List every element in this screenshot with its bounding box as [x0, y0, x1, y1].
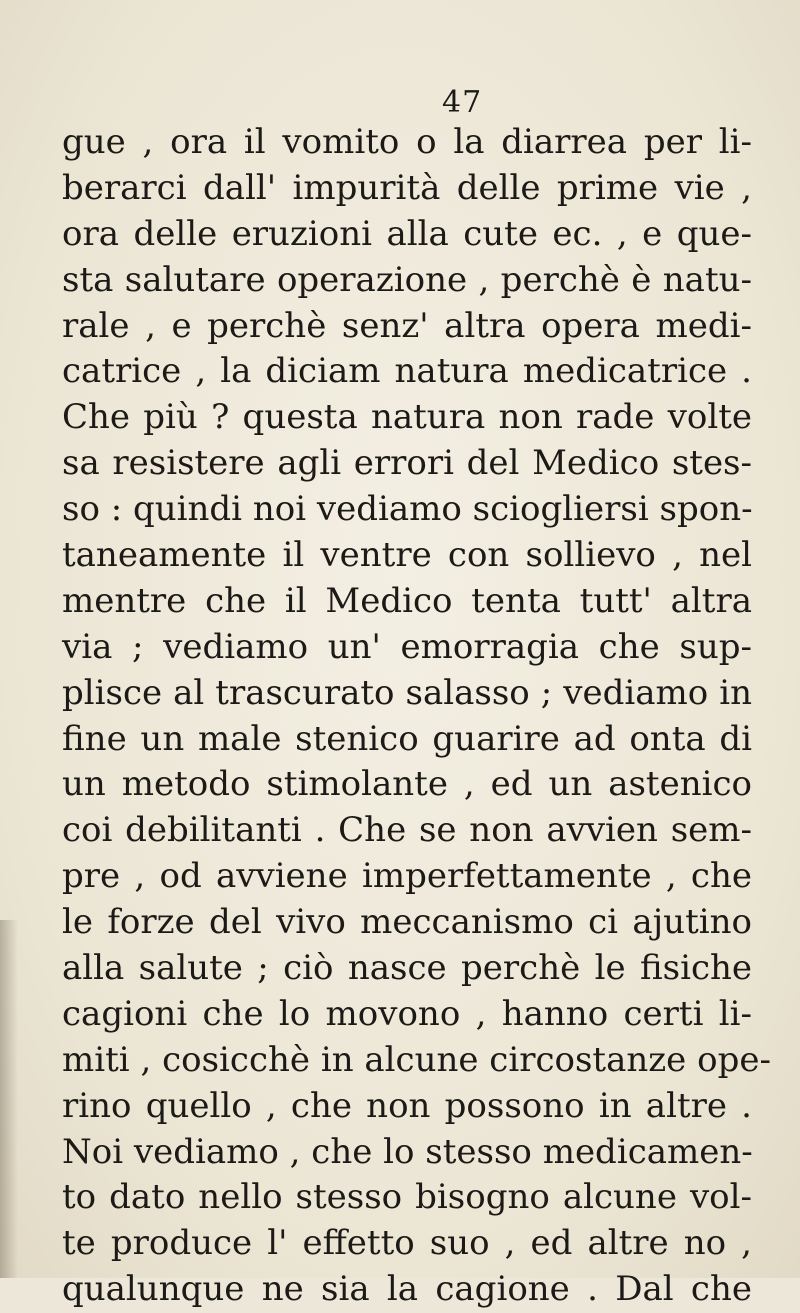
text-line: le forze del vivo meccanismo ci ajutino [62, 902, 752, 943]
text-line: alla salute ; ciò nasce perchè le fisiche [62, 948, 752, 989]
text-line: catrice , la diciam natura medicatrice . [62, 351, 752, 392]
text-line: miti , cosicchè in alcune circostanze ope- [62, 1039, 771, 1080]
text-line: gue , ora il vomito o la diarrea per li- [62, 122, 752, 162]
text-line: berarci dall' impurità delle prime vie , [62, 167, 752, 208]
text-line: coi debilitanti . Che se non avvien sem- [62, 810, 752, 851]
text-line: taneamente il ventre con sollievo , nel [62, 535, 752, 576]
text-line: so : quindi noi vediamo sciogliersi spon- [62, 489, 753, 530]
text-line: to dato nello stesso bisogno alcune vol- [62, 1177, 752, 1218]
text-line: pre , od avviene imperfettamente , che [62, 856, 752, 897]
text-line: un metodo stimolante , ed un astenico [62, 764, 752, 805]
text-line: sa resistere agli errori del Medico stes- [62, 443, 752, 484]
text-line: qualunque ne sia la cagione . Dal che [62, 1269, 752, 1310]
text-line: via ; vediamo un' emorragia che sup- [62, 626, 752, 667]
body-text [62, 120, 771, 1313]
text-line: rale , e perchè senz' altra opera medi- [62, 305, 752, 346]
text-line: Noi vediamo , che lo stesso medicamen- [62, 1131, 753, 1172]
text-line: rino quello , che non possono in altre . [62, 1085, 752, 1126]
page-edge-shadow [0, 920, 18, 1278]
page-number: 47 [442, 85, 483, 120]
text-line: mentre che il Medico tenta tutt' altra [62, 580, 752, 621]
text-line: te produce l' effetto suo , ed altre no , [62, 1223, 752, 1264]
text-line: Che più ? questa natura non rade volte [62, 397, 752, 438]
text-line: fine un male stenico guarire ad onta di [62, 718, 752, 759]
text-line: plisce al trascurato salasso ; vediamo in [62, 672, 752, 713]
text-line: ora delle eruzioni alla cute ec. , e que- [62, 213, 752, 254]
text-line: sta salutare operazione , perchè è natu- [62, 259, 752, 300]
text-line: cagioni che lo movono , hanno certi li- [62, 993, 752, 1034]
